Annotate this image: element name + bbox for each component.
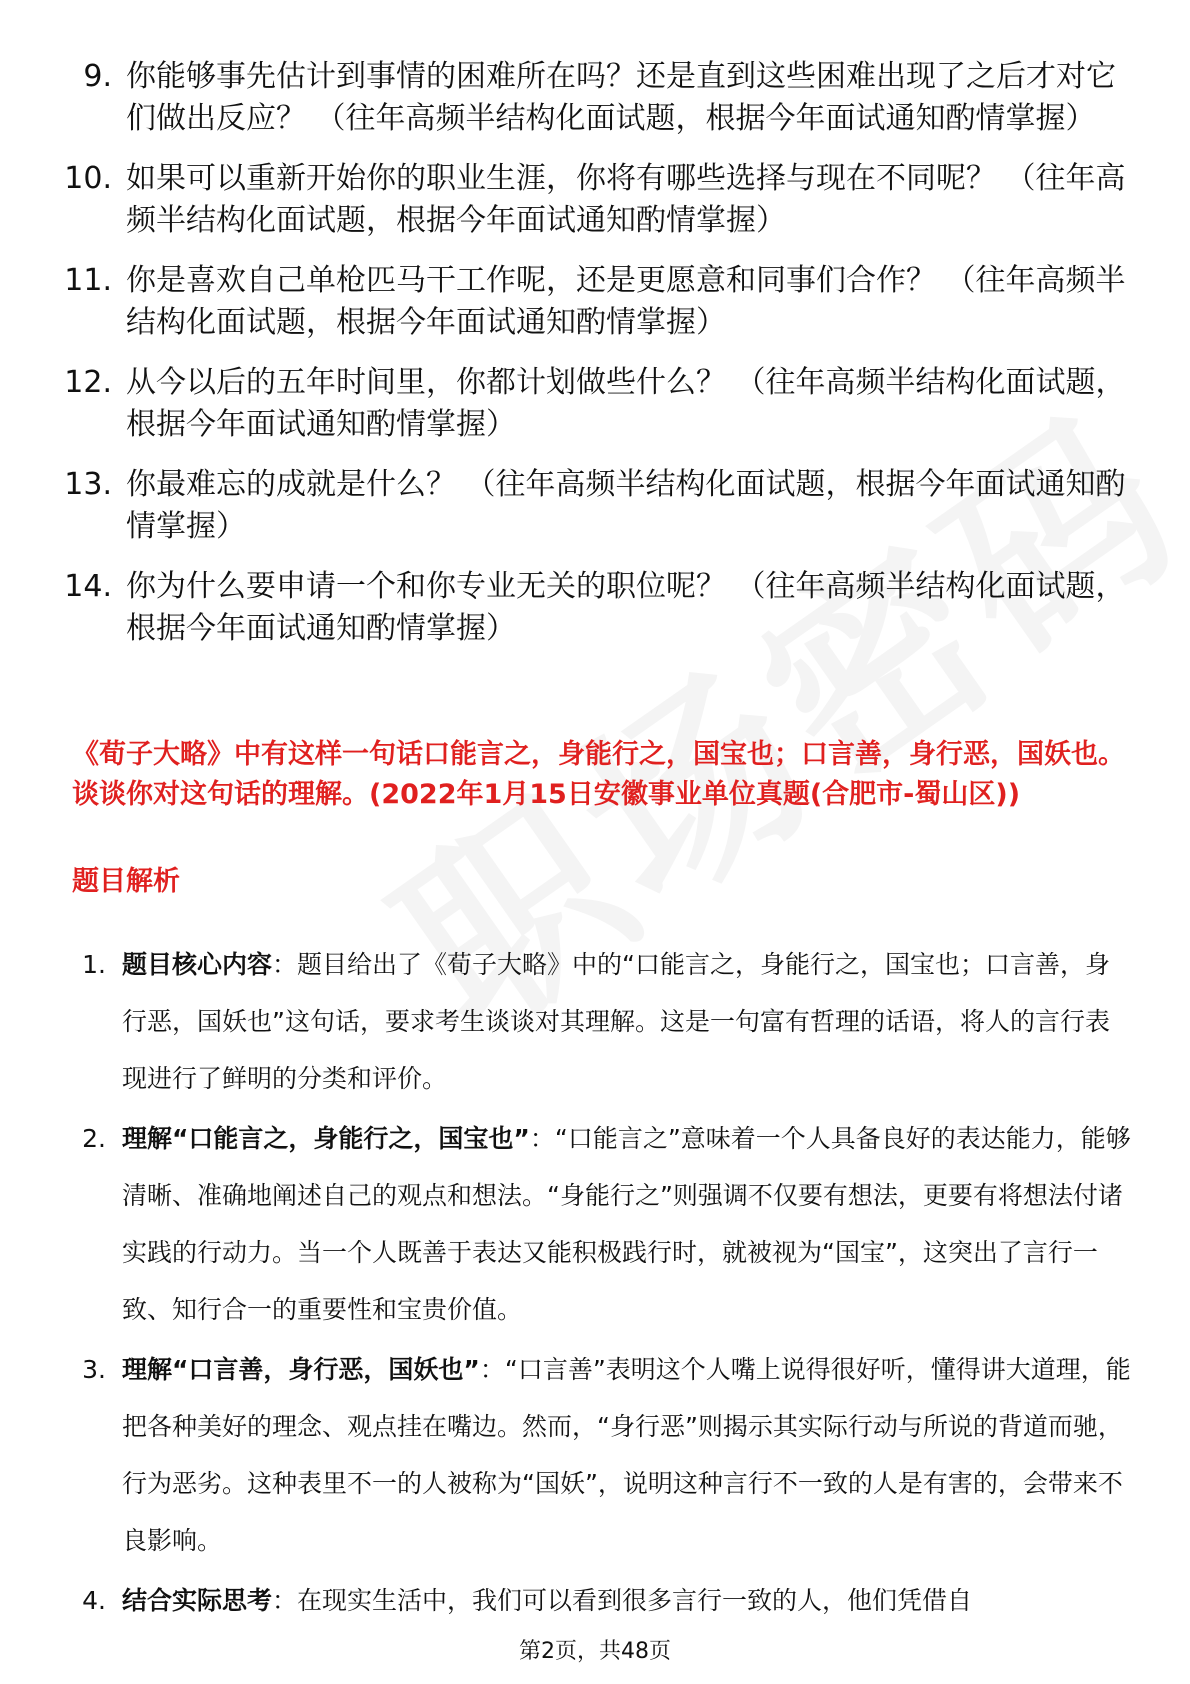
item-number: 14. [64, 569, 112, 604]
question-title: 《荀子大略》中有这样一句话口能言之，身能行之，国宝也；口言善，身行恶，国妖也。谈谈你对这句话的理解。(2022年1月15日安徽事业单位真题(合肥市-蜀山区)) [72, 739, 1125, 810]
item-number: 1. [82, 950, 106, 979]
item-number: 10. [64, 161, 112, 196]
item-text: 如果可以重新开始你的职业生涯，你将有哪些选择与现在不同呢？ （往年高频半结构化面试题，根据今年面试通知酌情掌握） [126, 161, 1126, 238]
item-body: 在现实生活中，我们可以看到很多言行一致的人，他们凭借自 [297, 1586, 973, 1615]
item-body: “口言善”表明这个人嘴上说得很好听，懂得讲大道理，能把各种美好的理念、观点挂在嘴边。然而，“身行恶”则揭示其实际行动与所说的背道而驰，行为恶劣。这种表里不一的人被称为“国妖”，说明这种言行不一致的人是有害的，会带来不良影响。 [122, 1355, 1131, 1555]
item-heading: 题目核心内容 [122, 950, 273, 979]
item-heading: 理解“口言善，身行恶，国妖也” [122, 1355, 480, 1384]
item-heading: 理解“口能言之，身能行之，国宝也” [122, 1124, 530, 1153]
list-item [54, 464, 1129, 548]
item-separator: ： [529, 1124, 555, 1153]
item-number: 4. [82, 1586, 106, 1615]
item-text [122, 936, 1132, 1107]
list-item [54, 362, 1129, 446]
item-number: 3. [82, 1355, 106, 1384]
list-item [54, 566, 1129, 650]
item-number: 12. [64, 365, 112, 400]
item-text: 你能够事先估计到事情的困难所在吗？还是直到这些困难出现了之后才对它们做出反应？ （往年高频半结构化面试题，根据今年面试通知酌情掌握） [126, 59, 1116, 136]
list-item [54, 158, 1129, 242]
item-number: 9. [83, 59, 112, 94]
list-item [54, 260, 1129, 344]
item-number: 13. [64, 467, 112, 502]
item-body: “口能言之”意味着一个人具备良好的表达能力，能够清晰、准确地阐述自己的观点和想法。“身能行之”则强调不仅要有想法，更要有将想法付诸实践的行动力。当一个人既善于表达又能积极践行时，就被视为“国宝”，这突出了言行一致、知行合一的重要性和宝贵价值。 [122, 1124, 1131, 1324]
question-list [54, 56, 1129, 668]
item-heading: 结合实际思考 [122, 1586, 273, 1615]
item-separator: ： [479, 1355, 505, 1384]
analysis-item [72, 1110, 1132, 1338]
item-number: 2. [82, 1124, 106, 1153]
item-separator: ： [272, 950, 298, 979]
item-text: 你为什么要申请一个和你专业无关的职位呢？ （往年高频半结构化面试题，根据今年面试通知酌情掌握） [126, 569, 1126, 646]
item-number: 11. [64, 263, 112, 298]
analysis-item [72, 1341, 1132, 1569]
item-body: 题目给出了《荀子大略》中的“口能言之，身能行之，国宝也；口言善，身行恶，国妖也”这句话，要求考生谈谈对其理解。这是一句富有哲理的话语，将人的言行表现进行了鲜明的分类和评价。 [122, 950, 1110, 1093]
item-text [122, 1110, 1132, 1338]
analysis-list [72, 936, 1132, 1632]
page-footer: 第2页，共48页 [519, 1639, 671, 1664]
item-text [122, 1572, 1132, 1629]
item-separator: ： [272, 1586, 298, 1615]
analysis-heading: 题目解析 [72, 866, 180, 897]
item-text [122, 1341, 1132, 1569]
item-text: 你是喜欢自己单枪匹马干工作呢，还是更愿意和同事们合作？ （往年高频半结构化面试题，根据今年面试通知酌情掌握） [126, 263, 1126, 340]
item-text: 从今以后的五年时间里，你都计划做些什么？ （往年高频半结构化面试题，根据今年面试通知酌情掌握） [126, 365, 1126, 442]
list-item [54, 56, 1129, 140]
item-text: 你最难忘的成就是什么？ （往年高频半结构化面试题，根据今年面试通知酌情掌握） [126, 467, 1126, 544]
analysis-item [72, 1572, 1132, 1629]
analysis-item [72, 936, 1132, 1107]
